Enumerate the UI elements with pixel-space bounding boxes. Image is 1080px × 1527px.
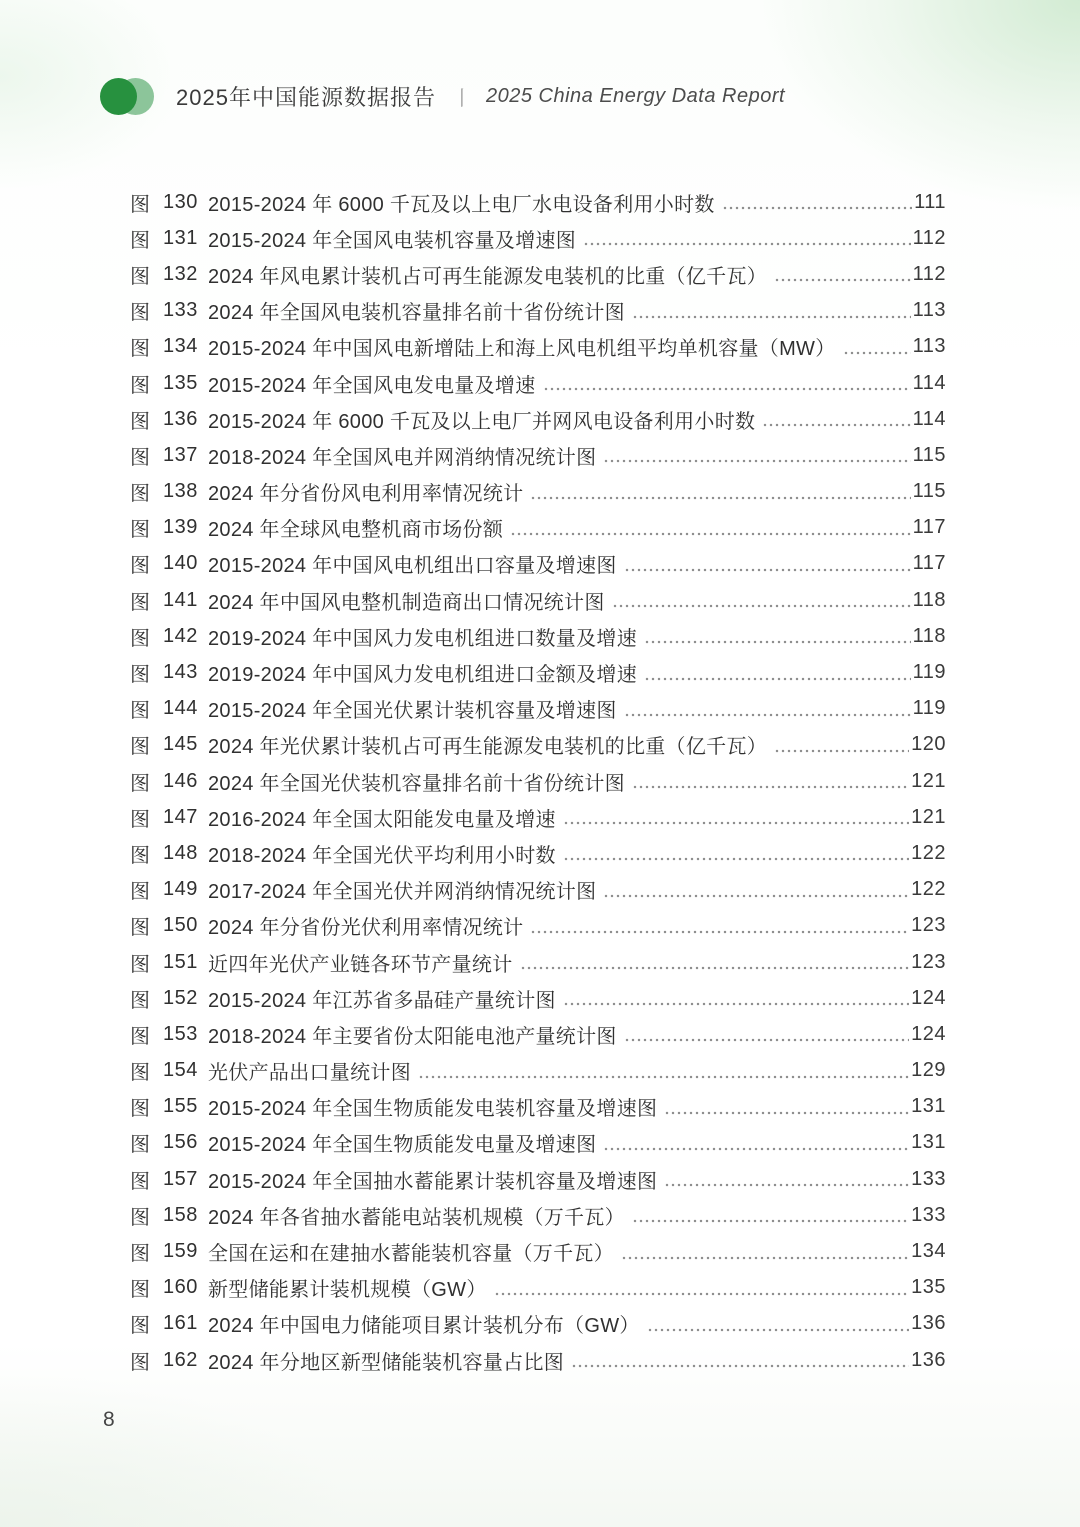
figure-page-number: 114 (912, 371, 946, 394)
figure-number: 132 (163, 262, 198, 285)
dot-leader (510, 518, 910, 538)
figure-title: 2019-2024 年中国风力发电机组进口数量及增速 (208, 627, 638, 650)
figure-label: 图 (130, 483, 150, 506)
figure-label: 图 (130, 1062, 150, 1085)
toc-entry[interactable] (130, 1161, 946, 1197)
figure-number: 137 (163, 443, 198, 466)
figure-label: 图 (130, 1098, 150, 1121)
figure-page-number: 121 (911, 805, 946, 828)
toc-entry[interactable] (130, 365, 946, 401)
figure-number: 140 (163, 552, 198, 575)
figure-title: 2024 年分地区新型储能装机容量占比图 (208, 1351, 565, 1374)
toc-entry[interactable] (130, 546, 946, 582)
figure-number: 134 (163, 335, 198, 358)
toc-entry[interactable] (130, 872, 946, 908)
figure-page-number: 136 (911, 1348, 946, 1371)
figure-number: 147 (163, 805, 198, 828)
figure-label: 图 (130, 1351, 150, 1374)
figure-title: 2024 年分省份光伏利用率情况统计 (208, 917, 524, 940)
figure-page-number: 115 (912, 480, 946, 503)
figure-number: 156 (163, 1131, 198, 1154)
figure-title: 2018-2024 年主要省份太阳能电池产量统计图 (208, 1025, 617, 1048)
figure-title: 2019-2024 年中国风力发电机组进口金额及增速 (208, 664, 638, 687)
dot-leader (603, 1133, 909, 1153)
dot-leader (624, 1024, 909, 1044)
figure-label: 图 (130, 410, 150, 433)
figure-number: 152 (163, 986, 198, 1009)
figure-page-number: 119 (912, 661, 946, 684)
figure-page-number: 122 (911, 878, 946, 901)
figure-page-number: 113 (912, 299, 946, 322)
figure-number: 157 (163, 1167, 198, 1190)
figure-number: 150 (163, 914, 198, 937)
figure-title: 2015-2024 年中国风电机组出口容量及增速图 (208, 555, 617, 578)
figure-label: 图 (130, 519, 150, 542)
toc-entry[interactable] (130, 763, 946, 799)
figure-number: 143 (163, 661, 198, 684)
figure-title: 2015-2024 年全国光伏累计装机容量及增速图 (208, 700, 617, 723)
dot-leader (563, 843, 909, 863)
dot-leader (612, 590, 911, 610)
toc-entry[interactable] (130, 1342, 946, 1378)
figure-page-number: 136 (911, 1312, 946, 1335)
figure-title: 2024 年中国电力储能项目累计装机分布（GW） (208, 1315, 640, 1338)
figure-label: 图 (130, 953, 150, 976)
dot-leader (520, 952, 910, 972)
figure-page-number: 123 (911, 950, 946, 973)
figure-number: 159 (163, 1240, 198, 1263)
toc-entry[interactable] (130, 691, 946, 727)
figure-label: 图 (130, 1315, 150, 1338)
figure-title: 2015-2024 年江苏省多晶硅产量统计图 (208, 989, 556, 1012)
toc-entry[interactable] (130, 1016, 946, 1052)
figure-page-number: 113 (912, 335, 946, 358)
toc-entry[interactable] (130, 1053, 946, 1089)
toc-entry[interactable] (130, 1233, 946, 1269)
footer-page-number: 8 (103, 1408, 115, 1431)
figure-number: 146 (163, 769, 198, 792)
figure-page-number: 133 (911, 1167, 946, 1190)
figure-title: 2018-2024 年全国风电并网消纳情况统计图 (208, 446, 597, 469)
figure-label: 图 (130, 591, 150, 614)
figure-title: 2017-2024 年全国光伏并网消纳情况统计图 (208, 881, 597, 904)
toc-entry[interactable] (130, 184, 946, 220)
figure-title: 2024 年全国光伏装机容量排名前十省份统计图 (208, 772, 625, 795)
figure-title: 2024 年中国风电整机制造商出口情况统计图 (208, 591, 605, 614)
dot-leader (644, 626, 911, 646)
figure-title: 2015-2024 年全国风电装机容量及增速图 (208, 229, 577, 252)
dot-leader (563, 988, 909, 1008)
toc-entry[interactable] (130, 401, 946, 437)
toc-figure-list (130, 184, 946, 1378)
figure-label: 图 (130, 1025, 150, 1048)
figure-page-number: 112 (912, 262, 946, 285)
figure-label: 图 (130, 555, 150, 578)
toc-entry[interactable] (130, 835, 946, 871)
report-header (100, 76, 785, 116)
figure-number: 145 (163, 733, 198, 756)
figure-label: 图 (130, 1243, 150, 1266)
figure-number: 148 (163, 841, 198, 864)
figure-number: 138 (163, 480, 198, 503)
figure-number: 154 (163, 1059, 198, 1082)
figure-page-number: 129 (911, 1059, 946, 1082)
toc-entry[interactable] (130, 510, 946, 546)
figure-number: 135 (163, 371, 198, 394)
figure-label: 图 (130, 844, 150, 867)
toc-entry[interactable] (130, 329, 946, 365)
report-title-en: 2025 China Energy Data Report (485, 84, 786, 107)
figure-number: 162 (163, 1348, 198, 1371)
figure-page-number: 112 (912, 226, 946, 249)
dot-leader (418, 1061, 909, 1081)
toc-entry[interactable] (130, 474, 946, 510)
figure-number: 161 (163, 1312, 198, 1335)
figure-number: 136 (163, 407, 198, 430)
figure-label: 图 (130, 772, 150, 795)
dot-leader (563, 807, 909, 827)
toc-entry[interactable] (130, 1197, 946, 1233)
figure-page-number: 120 (911, 733, 946, 756)
toc-entry[interactable] (130, 1306, 946, 1342)
figure-label: 图 (130, 446, 150, 469)
dot-leader (722, 192, 912, 212)
toc-entry[interactable] (130, 944, 946, 980)
dot-leader (774, 264, 911, 284)
figure-number: 151 (163, 950, 198, 973)
figure-label: 图 (130, 917, 150, 940)
toc-entry[interactable] (130, 293, 946, 329)
figure-label: 图 (130, 664, 150, 687)
figure-number: 141 (163, 588, 198, 611)
figure-page-number: 121 (911, 769, 946, 792)
figure-title: 2015-2024 年 6000 千瓦及以上电厂水电设备利用小时数 (208, 193, 715, 216)
figure-number: 142 (163, 624, 198, 647)
toc-entry[interactable] (130, 654, 946, 690)
figure-label: 图 (130, 229, 150, 252)
figure-label: 图 (130, 627, 150, 650)
dot-leader (664, 1169, 909, 1189)
figure-label: 图 (130, 374, 150, 397)
toc-entry[interactable] (130, 437, 946, 473)
toc-entry[interactable] (130, 1125, 946, 1161)
figure-title: 2016-2024 年全国太阳能发电量及增速 (208, 808, 556, 831)
toc-entry[interactable] (130, 980, 946, 1016)
logo-circle-dark (100, 78, 137, 115)
toc-entry[interactable] (130, 220, 946, 256)
figure-title: 2015-2024 年全国抽水蓄能累计装机容量及增速图 (208, 1170, 658, 1193)
figure-label: 图 (130, 193, 150, 216)
figure-page-number: 118 (912, 624, 946, 647)
figure-title: 2015-2024 年全国风电发电量及增速 (208, 374, 536, 397)
figure-title: 全国在运和在建抽水蓄能装机容量（万千瓦） (208, 1243, 614, 1266)
figure-title: 2015-2024 年全国生物质能发电量及增速图 (208, 1134, 597, 1157)
figure-page-number: 117 (912, 516, 946, 539)
figure-title: 2015-2024 年 6000 千瓦及以上电厂并网风电设备利用小时数 (208, 410, 756, 433)
figure-page-number: 123 (911, 914, 946, 937)
toc-entry[interactable] (130, 1270, 946, 1306)
figure-number: 160 (163, 1276, 198, 1299)
report-logo-icon (100, 78, 154, 115)
figure-label: 图 (130, 808, 150, 831)
figure-number: 131 (163, 226, 198, 249)
toc-entry[interactable] (130, 618, 946, 654)
figure-label: 图 (130, 881, 150, 904)
figure-page-number: 131 (911, 1131, 946, 1154)
figure-title: 2024 年各省抽水蓄能电站装机规模（万千瓦） (208, 1206, 625, 1229)
figure-title: 2015-2024 年中国风电新增陆上和海上风电机组平均单机容量（MW） (208, 338, 836, 361)
figure-label: 图 (130, 1206, 150, 1229)
figure-page-number: 115 (912, 443, 946, 466)
figure-page-number: 124 (911, 1022, 946, 1045)
figure-number: 144 (163, 697, 198, 720)
dot-leader (543, 373, 911, 393)
title-separator: 丨 (451, 87, 472, 110)
figure-title: 2024 年分省份风电利用率情况统计 (208, 483, 524, 506)
dot-leader (603, 445, 910, 465)
toc-entry[interactable] (130, 256, 946, 292)
figure-page-number: 135 (911, 1276, 946, 1299)
dot-leader (644, 663, 911, 683)
dot-leader (583, 228, 911, 248)
figure-number: 130 (163, 190, 198, 213)
figure-title: 近四年光伏产业链各环节产量统计 (208, 953, 513, 976)
dot-leader (530, 482, 910, 502)
figure-label: 图 (130, 1170, 150, 1193)
dot-leader (632, 301, 911, 321)
figure-page-number: 118 (912, 588, 946, 611)
figure-title: 2018-2024 年全国光伏平均利用小时数 (208, 844, 556, 867)
toc-entry[interactable] (130, 582, 946, 618)
figure-number: 158 (163, 1203, 198, 1226)
dot-leader (843, 337, 911, 357)
dot-leader (647, 1314, 909, 1334)
toc-entry[interactable] (130, 1089, 946, 1125)
dot-leader (621, 1242, 909, 1262)
toc-entry[interactable] (130, 908, 946, 944)
dot-leader (530, 916, 909, 936)
figure-number: 155 (163, 1095, 198, 1118)
figure-page-number: 111 (914, 190, 946, 213)
dot-leader (664, 1097, 909, 1117)
dot-leader (632, 771, 909, 791)
dot-leader (762, 409, 910, 429)
figure-number: 139 (163, 516, 198, 539)
dot-leader (624, 554, 911, 574)
figure-page-number: 117 (912, 552, 946, 575)
figure-page-number: 122 (911, 841, 946, 864)
figure-title: 2024 年光伏累计装机占可再生能源发电装机的比重（亿千瓦） (208, 736, 768, 759)
figure-title: 2015-2024 年全国生物质能发电装机容量及增速图 (208, 1098, 658, 1121)
figure-title: 2024 年风电累计装机占可再生能源发电装机的比重（亿千瓦） (208, 265, 768, 288)
dot-leader (494, 1278, 909, 1298)
dot-leader (632, 1205, 909, 1225)
report-title-zh: 2025年中国能源数据报告 (176, 84, 436, 110)
dot-leader (571, 1350, 909, 1370)
toc-entry[interactable] (130, 799, 946, 835)
dot-leader (624, 699, 911, 719)
figure-number: 149 (163, 878, 198, 901)
figure-number: 133 (163, 299, 198, 322)
toc-entry[interactable] (130, 727, 946, 763)
figure-label: 图 (130, 736, 150, 759)
figure-label: 图 (130, 302, 150, 325)
figure-number: 153 (163, 1022, 198, 1045)
figure-title: 光伏产品出口量统计图 (208, 1062, 411, 1085)
figure-label: 图 (130, 1134, 150, 1157)
figure-title: 新型储能累计装机规模（GW） (208, 1279, 487, 1302)
figure-title: 2024 年全国风电装机容量排名前十省份统计图 (208, 302, 625, 325)
figure-page-number: 119 (912, 697, 946, 720)
dot-leader (774, 735, 909, 755)
figure-label: 图 (130, 1279, 150, 1302)
figure-page-number: 114 (912, 407, 946, 430)
figure-title: 2024 年全球风电整机商市场份额 (208, 519, 504, 542)
figure-page-number: 133 (911, 1203, 946, 1226)
figure-page-number: 131 (911, 1095, 946, 1118)
figure-label: 图 (130, 265, 150, 288)
figure-label: 图 (130, 338, 150, 361)
dot-leader (603, 880, 909, 900)
figure-label: 图 (130, 700, 150, 723)
figure-page-number: 134 (911, 1240, 946, 1263)
figure-label: 图 (130, 989, 150, 1012)
figure-page-number: 124 (911, 986, 946, 1009)
